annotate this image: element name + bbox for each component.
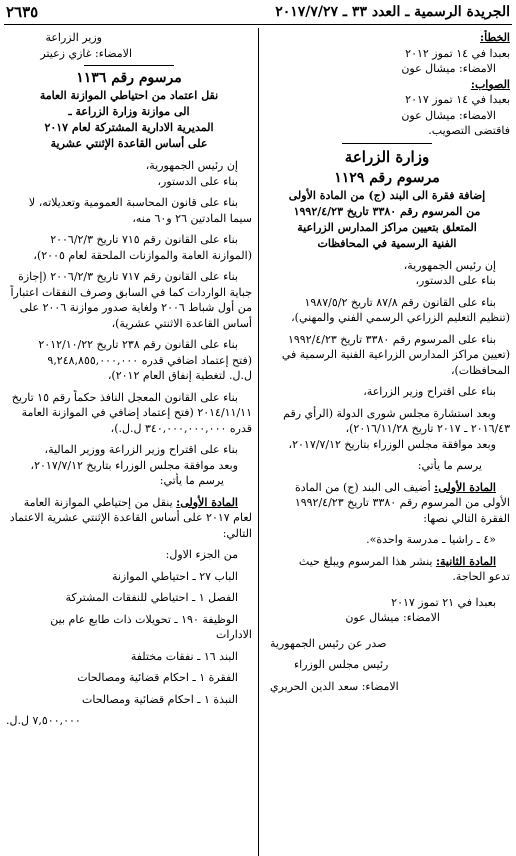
preamble-line: وبعد موافقة مجلس الوزراء بتاريخ ٢٠١٧/٧/١٢، [30,458,238,472]
preamble-line: بناء على القانون رقم ٧١٧ تاريخ ٢٠٠٦/٢/٣ (إجازة [18,270,238,283]
budget-line: البند ١٦ ـ نفقات مختلفة [130,649,238,663]
decree-subject-line: على أساس القاعدة الإثنتي عشرية [50,137,208,150]
preamble-line: المحافظات)، [450,363,510,377]
budget-line: الادارات [215,628,252,641]
preamble-line: بناء على القانون المعجل النافذ حكماً رقم ١٥ تاريخ [11,390,238,404]
budget-line: الباب ٢٧ ـ احتياطي الموازنة [111,569,238,583]
header-rule [4,24,512,25]
preamble-line: قدره ٣٤٠,٠٠٠,٠٠٠,٠٠٠ ل.ل.)، [110,421,252,435]
preamble-line: بناء على اقتراح وزير الزراعة، [363,385,496,398]
article-line: لعام ٢٠١٧ على أساس القاعدة الإثنتي عشرية الاعتماد [9,511,252,524]
correction-date: بعبدا في ١٤ تموز ٢٠١٧ [405,93,510,106]
preamble-line: من أول شباط ٢٠٠٦ ولغاية صدور موازنة ٢٠٠٦ على [19,301,252,314]
section-divider [84,65,174,66]
article-1-text: ينقل من إحتياطي الموازنة العامة [23,495,173,509]
preamble-line: بناء على القانون رقم ٨٧/٨ تاريخ ١٩٨٧/٥/٢ [304,295,496,309]
preamble-line: إن رئيس الجمهورية، [145,159,238,172]
minister-signature: الامضاء: غازي زعيتر [40,46,132,60]
section-divider [342,143,432,144]
article-line: تدعو الحاجة. [452,570,510,583]
pm-title: رئيس مجلس الوزراء [294,658,389,671]
decree-subject-line: المتعلق بتعيين مراكز المدارس الزراعية [297,220,477,234]
budget-line: الفصل ١ ـ احتياطي للنفقات المشتركة [65,591,238,604]
correction-signature: الامضاء: ميشال عون [401,108,496,122]
issued-by: صدر عن رئيس الجمهورية [270,636,387,650]
budget-line: النبذة ١ ـ احكام قضائية ومصالحات [82,692,238,706]
page-header [0,0,516,26]
article-1-label: المادة الأولى: [434,480,496,494]
decree-subject-line: إضافة فقرة الى البند (ج) من المادة الأولى [288,188,486,202]
article-line: التالي: [222,526,252,540]
preamble-line: (الموازنة العامة والموازنات الملحقة لعام ٢٠٠٥)، [33,248,252,262]
preamble-line: بناء على القانون رقم ٢٣٨ تاريخ ٢٠١٢/١٠/٢٢ [38,338,238,351]
decree-subject [264,188,510,252]
preamble-line: ٢٠١٤/١١/١١ (فتح إعتماد إضافي في الموازنة العامة [21,406,252,419]
signing-signature: الامضاء: ميشال عون [345,611,440,624]
budget-line: الفقرة ١ ـ احكام قضائية ومصالحات [77,671,238,684]
preamble-line: (فتح إعتماد اضافي قدره ٩,٢٤٨,٨٥٥,٠٠٠,٠٠٠ [47,353,252,367]
preamble-line: بناء على الدستور، [157,174,238,188]
preamble-line: (تنظيم التعليم الزراعي الرسمي الفني والمهني)، [291,311,510,324]
decree-subject-line: نقل اعتماد من احتياطي الموازنة العامة [39,89,219,102]
preamble-line: (تعيين مراكز المدارس الزراعية الفنية الرسمية في [281,348,510,361]
article-2 [264,554,510,570]
article-line: الفقرة التالي نصها: [423,511,510,525]
budget-line: الوظيفة ١٩٠ ـ تحويلات ذات طابع عام بين [50,612,238,626]
ministry-heading: وزارة الزراعة [344,147,430,166]
decree-subject-line: الفنية الرسمية في المحافظات [317,236,457,250]
minister-title: وزير الزراعة [45,31,102,44]
preamble-line: وبعد موافقة مجلس الوزراء بتاريخ ٢٠١٧/٧/١٢، [288,437,496,451]
amount: ٧,٥٠٠,٠٠٠ ل.ل. [6,714,81,727]
article-2-text: ينشر هذا المرسوم ويبلغ حيث [298,554,433,568]
preamble-line: بناء على اقتراح وزير الزراعة ووزير المالية، [44,443,238,456]
preamble-line: بناء على المرسوم رقم ٣٣٨٠ تاريخ ١٩٩٢/٤/٢٣ [287,332,496,346]
preamble-line: ل.ل. لتغطية إنفاق العام ٢٠١٢)، [107,369,252,382]
decree-subject-line: من المرسوم رقم ٣٣٨٠ تاريخ ١٩٩٢/٤/٢٣ [293,204,481,218]
preamble-line: سيما المادتين ٢٦ و٦٠ منه، [132,211,252,225]
budget-line: من الجزء الاول: [165,548,238,561]
decree-subject [6,88,252,152]
correction-note: فاقتضى التصويب. [428,124,510,137]
pm-signature: الامضاء: سعد الدين الحريري [270,679,399,693]
signing-date: بعبدا في ٢١ تموز ٢٠١٧ [391,595,496,609]
article-line: الأولى من المرسوم رقم ٣٣٨٠ تاريخ ١٩٩٢/٤/٢٣ [294,496,510,509]
correction-title: الصواب: [470,77,510,91]
preamble-line: يرسم ما يأتي: [417,459,482,472]
preamble-line: يرسم ما يأتي: [159,474,224,487]
left-column [6,30,252,856]
article-2-label: المادة الثانية: [435,554,496,568]
errata-signature: الامضاء: ميشال عون [401,62,496,75]
page-number: ٢٦٣٥ [6,3,39,21]
right-column [264,30,510,856]
errata-title: الخطأ: [480,31,510,44]
article-1 [264,480,510,496]
article-1 [6,495,252,511]
decree-subject-line: المديرية الادارية المشتركة لعام ٢٠١٧ [44,121,214,134]
article-1-text: أضيف الى البند (ج) من المادة [294,480,431,494]
decree-number: مرسوم رقم ١١٣٦ [76,70,182,86]
column-divider [258,28,259,856]
preamble-line: جباية الواردات كما في السابق وصرف النفقات اعتباراً [10,285,252,299]
errata-date: بعبدا في ١٤ تموز ٢٠١٢ [405,46,510,60]
preamble-line: أساس القاعدة الاثنتي عشرية)، [111,316,252,330]
article-1-label: المادة الأولى: [176,495,238,509]
preamble-line: بناء على قانون المحاسبة العمومية وتعديلاته، لا [28,196,238,209]
preamble-line: إن رئيس الجمهورية، [403,258,496,272]
preamble-line: بناء على الدستور، [415,274,496,287]
preamble-line: وبعد استشارة مجلس شورى الدولة (الرأي رقم [283,406,496,420]
preamble-line: بناء على القانون رقم ٧١٥ تاريخ ٢٠٠٦/٢/٣ [50,233,238,246]
decree-subject-line: الى موازنة وزارة الزراعة ـ [68,105,190,118]
article-line: «٤ ـ راشيا ـ مدرسة واحدة». [366,533,496,546]
decree-number: مرسوم رقم ١١٢٩ [334,169,440,186]
gazette-title: الجريدة الرسمية ـ العدد ٣٣ ـ ٢٠١٧/٧/٢٧ [275,4,510,20]
preamble-line: ٢٠١٦/٤٣ ـ ٢٠١٧ تاريخ ٢٠١٦/١١/٢٨)، [345,422,510,435]
